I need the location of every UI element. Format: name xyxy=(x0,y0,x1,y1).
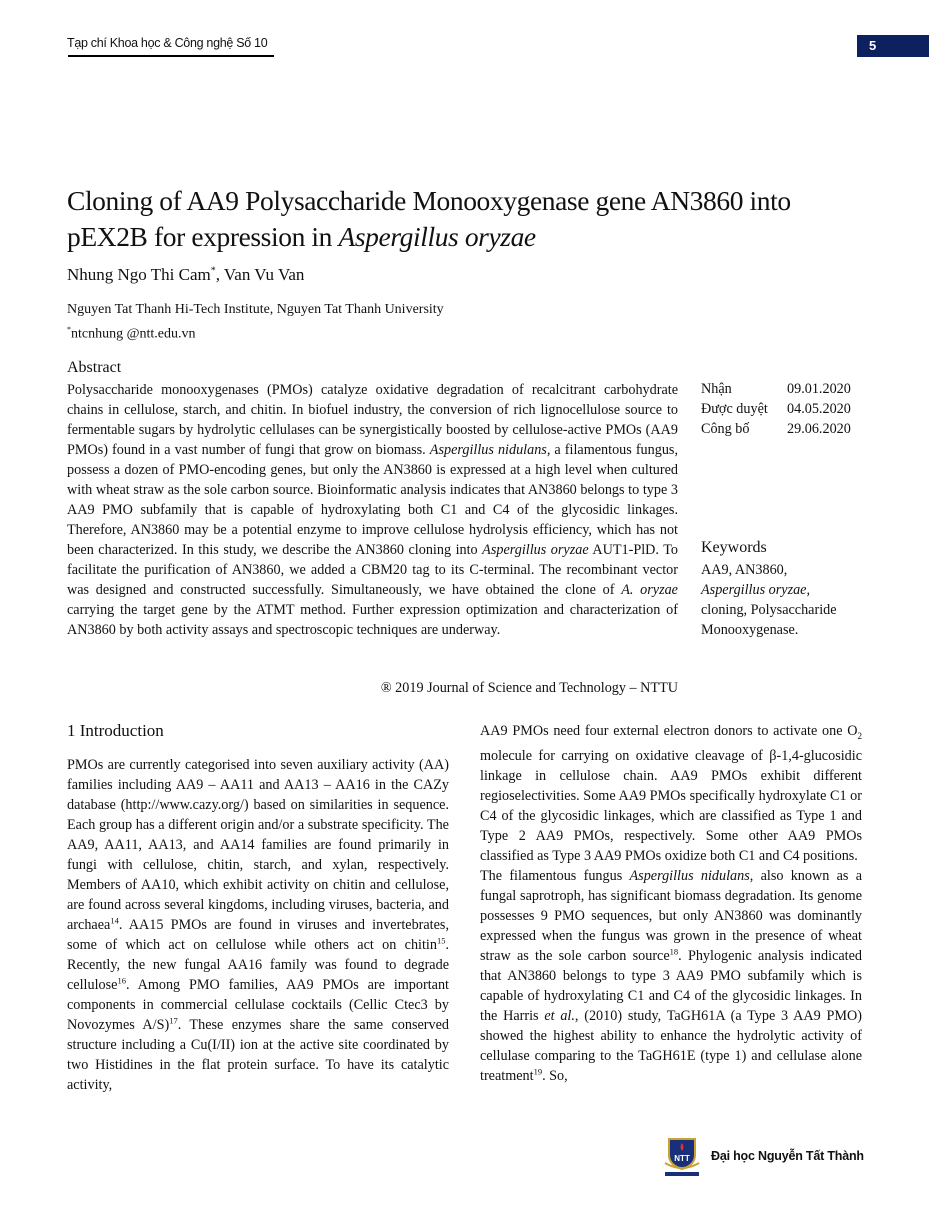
body-text: The filamentous fungus xyxy=(480,867,630,884)
body-text: PMOs are currently categorised into seven auxiliary activity (AA) families including AA9 – AA11 and AA13 – AA16 in the CAZy database (http://www.cazy.org/) based on similarities in sequence. Each group has a different origin and/or a substrate specificity. The AA9, AA11, AA13, and AA14 families are found primarily in fungi with cellulose, chitin, starch, and xylan, respectively. Members of AA10, which exhibit activity on chitin and cellulose, are found across several kingdoms, including viruses, bacteria, and archaea xyxy=(67,757,449,933)
author-1: Nhung Ngo Thi Cam xyxy=(67,265,211,284)
date-received xyxy=(701,379,851,399)
abstract-text: , a filamentous fungus, possess a dozen of PMO-encoding genes, but only the AN3860 is expressed at a high level when cultured with wheat straw as the sole carbon source. Bioinformatic analysis indicates that AN3860 belongs to type 3 AA9 PMO subfamily that is capable of hydroxylating both C1 and C4 of the glycosidic linkages. Therefore, AN3860 may be a potential enzyme to improve cellulose hydrolysis efficiency, which has not been characterized. In this study, we describe the AN3860 cloning into xyxy=(67,442,679,558)
university-logo-icon xyxy=(663,1133,701,1177)
citation-ref[interactable]: 14 xyxy=(110,915,119,926)
abstract-text: Polysaccharide monooxygenases (PMOs) catalyze oxidative degradation of recalcitrant carbohydrate chains in cellulose, starch, and chitin. In biofuel industry, the conversion of rich lignocellulose source to fermentable sugars by hydrolytic cellulases can be synergistically boosted by cellulose-active PMOs (AA9 PMOs) found in a vast number of fungi that grow on biomass. xyxy=(67,382,678,458)
date-value: 09.01.2020 xyxy=(787,381,851,397)
dates-block xyxy=(701,379,851,439)
copyright: ® 2019 Journal of Science and Technology – NTTU xyxy=(380,680,678,696)
paper-title xyxy=(67,183,827,255)
introduction-heading: 1 Introduction xyxy=(67,721,164,740)
journal-running-head: Tạp chí Khoa học & Công nghệ Số 10 xyxy=(67,36,268,50)
author-2: , Van Vu Van xyxy=(215,265,305,284)
email[interactable]: ntcnhung @ntt.edu.vn xyxy=(71,326,196,342)
body-text: . These enzymes share the same conserved structure including a Cu(I/II) ion at the active site coordinated by two Histidines in the flat protein surface. To have its catalytic activity, xyxy=(67,1017,449,1093)
affiliation: Nguyen Tat Thanh Hi-Tech Institute, Nguyen Tat Thanh University xyxy=(67,302,444,317)
body-text: . Among PMO families, AA9 PMOs are important components in commercial cellulase cocktails (Cellic Ctec3 by Novozymes A/S) xyxy=(67,977,449,1033)
body-text: . Phylogenic analysis indicated that AN3860 belongs to type 3 AA9 PMO subfamily which is capable of hydroxylating C1 and C4 of the glycosidic linkages. In the Harris xyxy=(480,947,862,1024)
etal-italic: et al. xyxy=(544,1007,575,1024)
intro-left-column xyxy=(67,755,449,1095)
corresponding-mark: * xyxy=(210,265,216,277)
body-text: . Recently, the new fungal AA16 family was found to degrade cellulose xyxy=(67,937,449,993)
page-number-badge xyxy=(857,35,929,57)
svg-text:NTT: NTT xyxy=(674,1154,690,1163)
body-text: . AA15 PMOs are found in viruses and invertebrates, some of which act on cellulose while others act on chitin xyxy=(67,917,449,953)
abstract-text: carrying the target gene by the ATMT method. Further expression optimization and characterization of AN3860 by both activity assays and spectroscopic techniques are underway. xyxy=(67,602,678,638)
keywords-line: cloning, Polysaccharide Monooxygenase. xyxy=(701,602,837,638)
keywords-line: AA9, AN3860, xyxy=(701,562,788,578)
date-value: 29.06.2020 xyxy=(787,421,851,437)
header-rule xyxy=(68,55,274,57)
date-accepted xyxy=(701,399,851,419)
date-label: Công bố xyxy=(701,421,750,437)
species-italic: Aspergillus nidulans xyxy=(629,867,750,884)
date-published xyxy=(701,419,851,439)
citation-ref[interactable]: 17 xyxy=(169,1015,178,1026)
email-mark: * xyxy=(67,325,71,334)
body-text: molecule for carrying on oxidative cleavage of β-1,4-glucosidic linkage in cellulose chain. AA9 PMOs exhibit different regioselectivities. Some AA9 PMOs specifically hydroxylate C1 or C4 of the glycosidic linkages, which are classified as Type 1 and Type 2 AA9 PMOs, respectively. Some other AA9 PMOs classified as Type 3 AA9 PMOs oxidize both C1 and C4 positions. xyxy=(480,747,862,864)
page-number: 5 xyxy=(869,38,877,53)
title-italic: Aspergillus oryzae xyxy=(338,221,536,252)
abstract-text: AUT1-PlD. To facilitate the purification of AN3860, we added a CBM20 tag to its C-terminal. The recombinant vector was designed and constructed successfully. Simultaneously, we have obtained the clone of xyxy=(67,542,678,598)
abstract-heading: Abstract xyxy=(67,359,122,376)
affiliation-block xyxy=(67,300,444,345)
citation-ref[interactable]: 19 xyxy=(533,1066,543,1077)
body-text: . So, xyxy=(542,1067,568,1084)
date-value: 04.05.2020 xyxy=(787,401,851,417)
subscript: 2 xyxy=(857,730,862,741)
abstract-italic: Aspergillus oryzae xyxy=(482,542,589,558)
abstract-body xyxy=(67,380,678,640)
title-text: Cloning of AA9 Polysaccharide Monooxygenase gene AN3860 into pEX2B for expression in xyxy=(67,185,791,252)
body-text: , (2010) study, TaGH61A (a Type 3 AA9 PMO) showed the highest ability to enhance the hydrolytic activity of cellulase comparing to the TaGH61E (type 1) and cellulase alone treatment xyxy=(480,1007,862,1084)
date-label: Nhận xyxy=(701,381,732,397)
citation-ref[interactable]: 18 xyxy=(669,946,679,957)
intro-right-column xyxy=(480,721,862,1086)
abstract-italic: A. oryzae xyxy=(621,582,678,598)
keywords-heading: Keywords xyxy=(701,539,767,556)
citation-ref[interactable]: 15 xyxy=(436,935,446,946)
date-label: Được duyệt xyxy=(701,401,768,417)
university-name: Đại học Nguyễn Tất Thành xyxy=(711,1149,864,1163)
keywords-italic: Aspergillus oryzae, xyxy=(701,582,811,598)
citation-ref[interactable]: 16 xyxy=(117,975,126,986)
authors xyxy=(67,265,304,285)
email-line xyxy=(67,320,444,345)
abstract-italic: Aspergillus nidulans xyxy=(429,442,547,458)
keywords-body xyxy=(701,560,881,640)
body-text: , also known as a fungal saprotroph, has significant biomass degradation. Its genome possesses 9 PMO sequences, but only AN3860 was dominantly expressed when the fungus was grown in the presence of wheat straw as the sole carbon source xyxy=(480,867,863,964)
body-text: AA9 PMOs need four external electron donors to activate one O xyxy=(480,723,858,739)
